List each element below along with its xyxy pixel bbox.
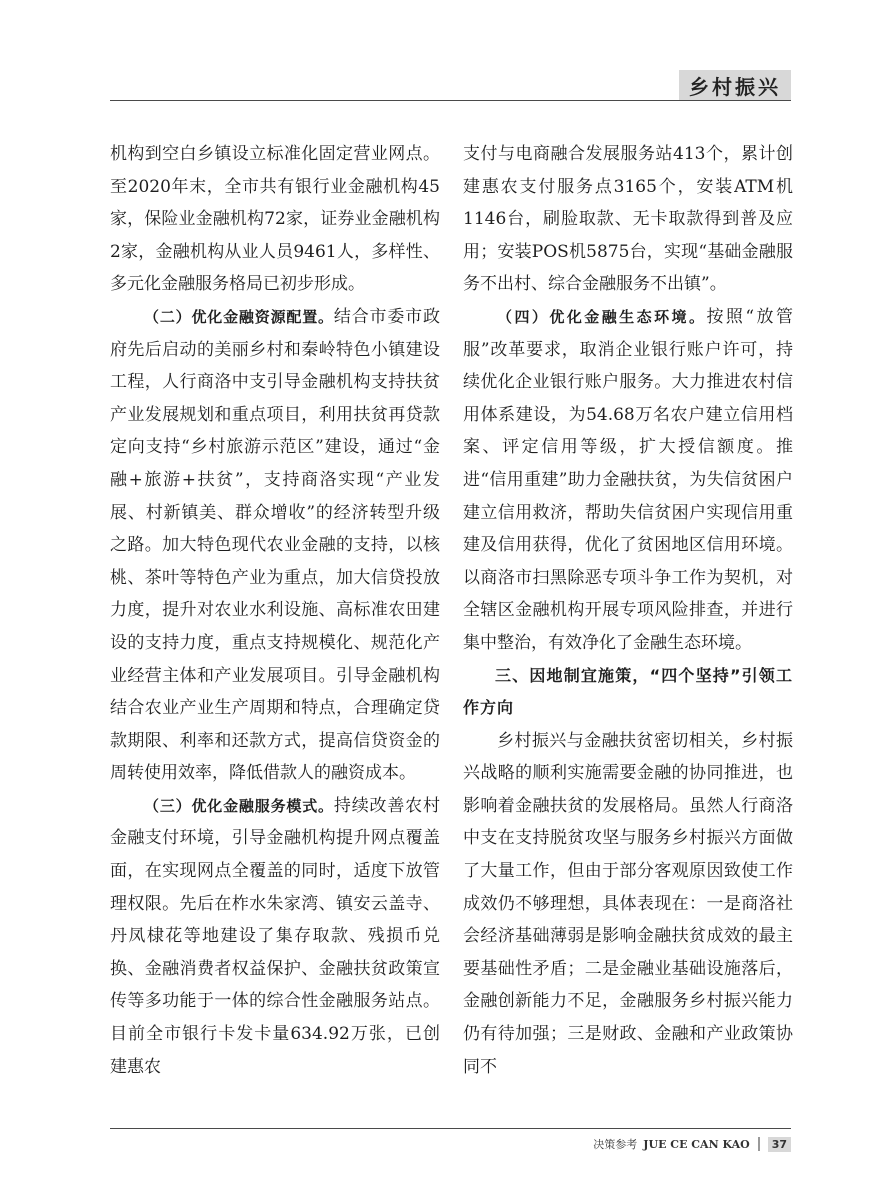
footer-divider xyxy=(758,1137,760,1151)
paragraph-resource-allocation xyxy=(110,301,440,790)
paragraph-continuation: 机构到空白乡镇设立标准化固定营业网点。至2020年末，全市共有银行业金融机构45家，保险业金融机构72家，证券业金融机构2家，金融机构从业人员9461人，多样性、多元化金融服务格局已初步形成。 xyxy=(110,144,440,295)
journal-name-en: JUE CE CAN KAO xyxy=(643,1137,750,1151)
subheading-resource-allocation: （二）优化金融资源配置。 xyxy=(144,307,334,326)
right-column xyxy=(463,138,793,1083)
section-heading-three: 三、因地制宜施策，“四个坚持”引领工作方向 xyxy=(463,665,793,718)
paragraph-body: 持续改善农村金融支付环境，引导金融机构提升网点覆盖面，在实现网点全覆盖的同时，适度下放管理权限。先后在柞水朱家湾、镇安云盖寺、丹凤棣花等地建设了集存取款、残损币兑换、金融消费者权益保护、金融扶贫政策宣传等多功能于一体的综合性金融服务站点。目前全市银行卡发卡量634.92万张，已创建惠农 xyxy=(110,795,440,1077)
paragraph-rural-revitalization: 乡村振兴与金融扶贫密切相关，乡村振兴战略的顺利实施需要金融的协同推进，也影响着金融扶贫的发展格局。虽然人行商洛中支在支持脱贫攻坚与服务乡村振兴方面做了大量工作，但由于部分客观原因致使工作成效仍不够理想，具体表现在：一是商洛社会经济基础薄弱是影响金融扶贫成效的最主要基础性矛盾；二是金融业基础设施落后，金融创新能力不足，金融服务乡村振兴能力仍有待加强；三是财政、金融和产业政策协同不 xyxy=(463,730,793,1077)
paragraph-body: 按照“放管服”改革要求，取消企业银行账户许可，持续优化企业银行账户服务。大力推进农村信用体系建设，为54.68万名农户建立信用档案、评定信用等级，扩大授信额度。推进“信用重建”助力金融扶贫，为失信贫困户建立信用救济，帮助失信贫困户实现信用重建及信用获得，优化了贫困地区信用环境。以商洛市扫黑除恶专项斗争工作为契机，对全辖区金融机构开展专项风险排查，并进行集中整治，有效净化了金融生态环境。 xyxy=(463,306,793,653)
subheading-service-model: （三）优化金融服务模式。 xyxy=(144,796,334,815)
paragraph-continuation: 支付与电商融合发展服务站413个，累计创建惠农支付服务点3165个，安装ATM机1146台，刷脸取款、无卡取款得到普及应用；安装POS机5875台，实现“基础金融服务不出村、综合金融服务不出镇”。 xyxy=(463,144,793,295)
journal-name-cn: 决策参考 xyxy=(593,1138,638,1151)
paragraph-service-model xyxy=(110,790,440,1083)
paragraph-eco-environment xyxy=(463,301,793,660)
subheading-eco-environment: （四）优化金融生态环境。 xyxy=(497,307,707,326)
section-title: 乡村振兴 xyxy=(689,75,781,99)
page-footer xyxy=(593,1136,791,1152)
page-number: 37 xyxy=(768,1137,791,1152)
left-column xyxy=(110,138,440,1083)
section-title-badge xyxy=(679,70,791,101)
footer-rule xyxy=(110,1128,791,1129)
header-rule xyxy=(110,100,791,101)
paragraph-body: 结合市委市政府先后启动的美丽乡村和秦岭特色小镇建设工程，人行商洛中支引导金融机构支持扶贫产业发展规划和重点项目，利用扶贫再贷款定向支持“乡村旅游示范区”建设，通过“金融+旅游+扶贫”，支持商洛实现“产业发展、村新镇美、群众增收”的经济转型升级之路。加大特色现代农业金融的支持，以核桃、茶叶等特色产业为重点，加大信贷投放力度，提升对农业水利设施、高标准农田建设的支持力度，重点支持规模化、规范化产业经营主体和产业发展项目。引导金融机构结合农业产业生产周期和特点，合理确定贷款期限、利率和还款方式，提高信贷资金的周转使用效率，降低借款人的融资成本。 xyxy=(110,306,440,784)
